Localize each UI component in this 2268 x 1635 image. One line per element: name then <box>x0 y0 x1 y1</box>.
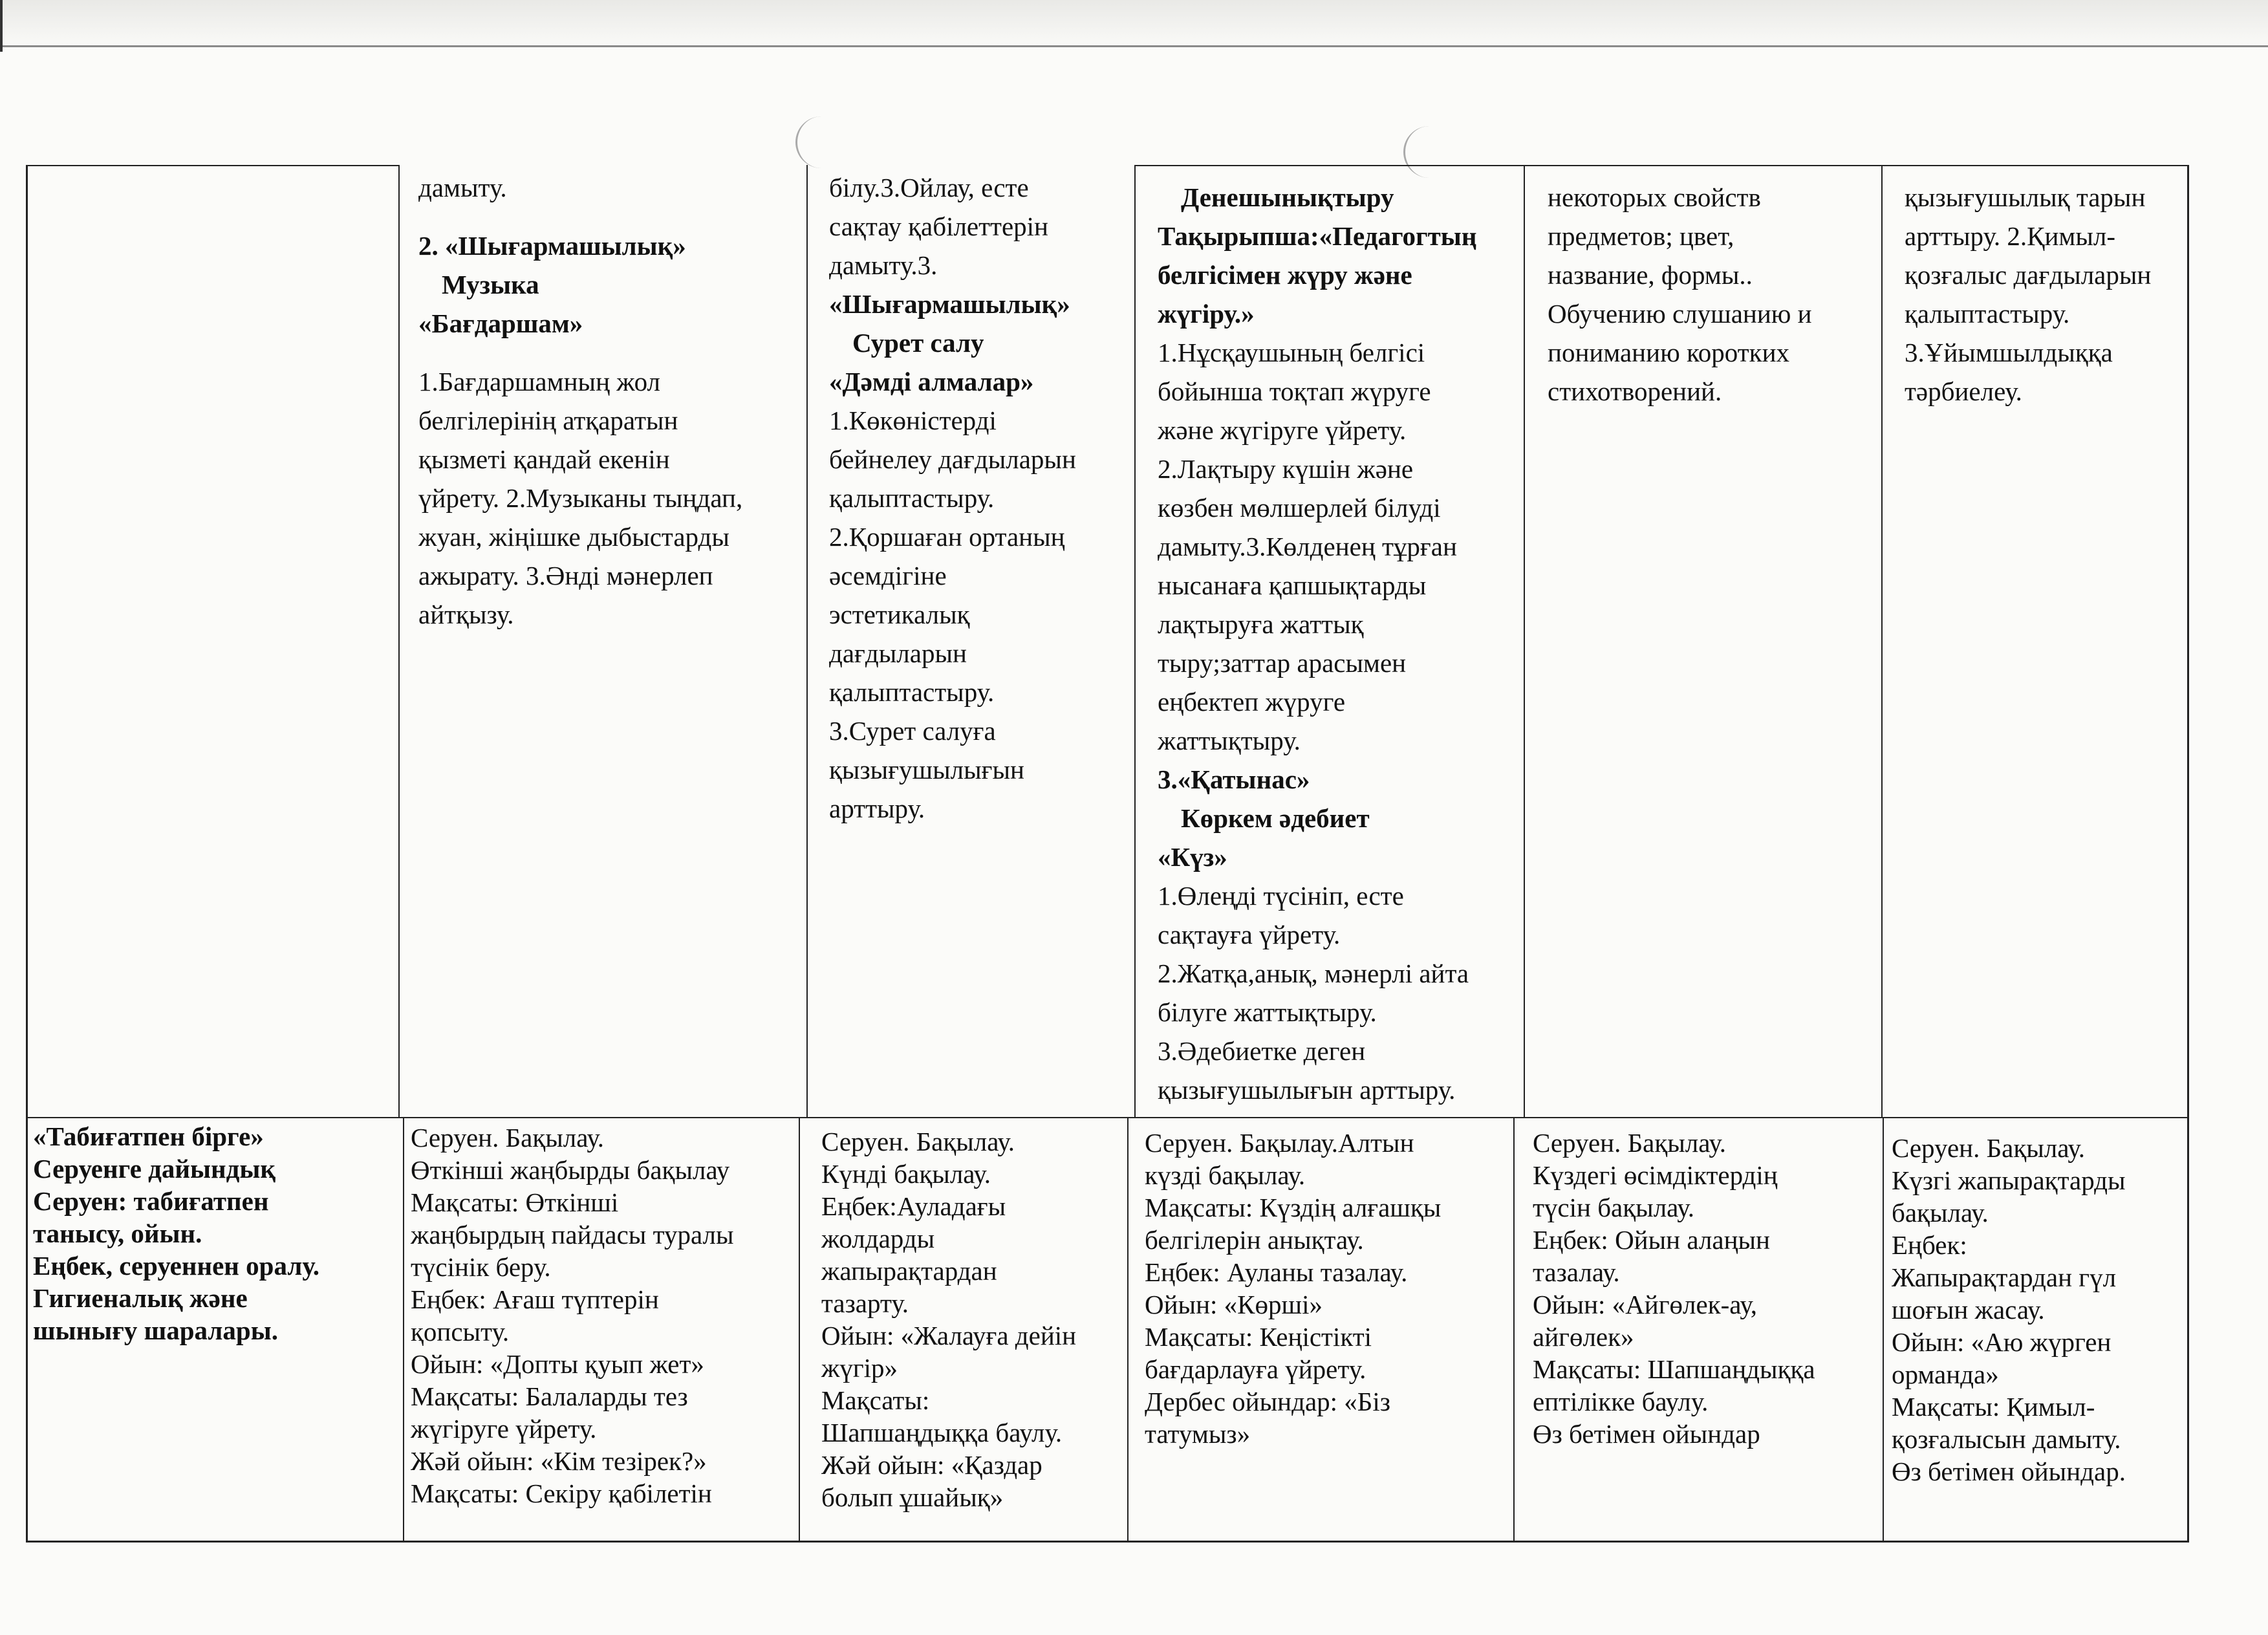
cell-line: тыру;заттар арасымен <box>1158 648 1407 678</box>
cell-line: Ойын: «Көрші» <box>1145 1290 1323 1319</box>
cell-line: жүгіру.» <box>1158 299 1255 329</box>
cell-line: «Бағдаршам» <box>418 309 583 338</box>
cell-line: қозғалысын дамыту. <box>1892 1424 2121 1454</box>
cell-line: дағдыларын <box>829 638 967 668</box>
cell-line: «Дәмді алмалар» <box>829 367 1034 396</box>
cell-line: 3.Әдебиетке деген <box>1158 1036 1366 1066</box>
cell-line: Еңбек: Ағаш түптерін <box>411 1284 659 1314</box>
cell-line: Серуен: табиғатпен <box>33 1186 269 1216</box>
cell-line: Еңбек, серуеннен оралу. <box>33 1251 319 1281</box>
cell-line: жаттықтыру. <box>1158 726 1301 755</box>
cell-line: 3.Сурет салуға <box>829 716 996 746</box>
cell-line: «Күз» <box>1158 842 1227 872</box>
cell-line: шынығу шаралары. <box>33 1316 278 1345</box>
row2-walk-wednesday-cell <box>1145 1127 1513 1450</box>
row2-walk-title-cell <box>33 1120 402 1347</box>
cell-line: Көркем әдебиет <box>1181 803 1370 833</box>
cell-line: Дербес ойындар: «Біз <box>1145 1387 1390 1416</box>
cell-line: Мақсаты: Секіру қабілетін <box>411 1478 712 1508</box>
cell-line: болып ұшайық» <box>821 1482 1004 1512</box>
cell-top-border <box>1134 165 1524 166</box>
cell-line: тазалау. <box>1533 1257 1620 1287</box>
row1-physical-literature-cell <box>1158 178 1526 1109</box>
cell-line: қалыптастыру. <box>1905 299 2070 329</box>
cell-line: Мақсаты: Қимыл- <box>1892 1392 2095 1422</box>
cell-line: Еңбек: <box>1892 1230 1967 1260</box>
cell-line: предметов; цвет, <box>1548 221 1734 251</box>
cell-line: Сурет салу <box>852 328 984 358</box>
cell-line: бақылау. <box>1892 1198 1989 1228</box>
column-divider <box>1127 1117 1129 1541</box>
cell-line: арттыру. 2.Қимыл- <box>1905 221 2116 251</box>
plan-table <box>26 165 2189 1543</box>
cell-line: Мақсаты: Кеңістікті <box>1145 1322 1372 1352</box>
cell-line <box>418 343 806 362</box>
cell-line: білуге жаттықтыру. <box>1158 997 1377 1027</box>
cell-line: қозғалыс дағдыларын <box>1905 260 2152 290</box>
cell-line: Күзгі жапырақтарды <box>1892 1165 2126 1195</box>
cell-line: Мақсаты: Өткінші <box>411 1187 619 1217</box>
cell-line: ептілікке баулу. <box>1533 1387 1709 1416</box>
cell-line: орманда» <box>1892 1359 1999 1389</box>
cell-line: шоғын жасау. <box>1892 1295 2045 1325</box>
cell-line: Күнді бақылау. <box>821 1159 991 1189</box>
cell-line: жуан, жіңішке дыбыстарды <box>418 522 729 552</box>
cell-line: сақтау қабілеттерін <box>829 211 1048 241</box>
cell-line: дамыту.3.Көлденең тұрған <box>1158 532 1457 561</box>
column-divider <box>403 1117 404 1541</box>
row1-russian-cell <box>1548 178 1881 411</box>
column-divider <box>1881 165 1883 1117</box>
cell-line: тазарту. <box>821 1288 909 1318</box>
cell-line: Күздегі өсімдіктердің <box>1533 1160 1778 1190</box>
row2-walk-friday-cell <box>1892 1132 2189 1488</box>
cell-line <box>418 207 806 226</box>
cell-line: Обучению слушанию и <box>1548 299 1812 329</box>
cell-line: үйрету. 2.Музыканы тыңдап, <box>418 483 743 513</box>
scan-left-mark <box>0 0 3 52</box>
cell-line: Өткінші жаңбырды бақылау <box>411 1155 730 1185</box>
cell-line: әсемдігіне <box>829 561 947 590</box>
cell-line: қопсыту. <box>411 1317 510 1347</box>
cell-line: Ойын: «Допты қуып жет» <box>411 1349 704 1379</box>
cell-line: Еңбек: Ойын алаңын <box>1533 1225 1770 1255</box>
cell-line: Еңбек:Ауладағы <box>821 1191 1006 1221</box>
cell-line: Жапырақтардан гүл <box>1892 1262 2117 1292</box>
cell-line: қалыптастыру. <box>829 483 995 513</box>
cell-line: жолдарды <box>821 1224 935 1253</box>
cell-line: Мақсаты: Шапшаңдыққа <box>1533 1354 1815 1384</box>
cell-line: Гигиеналық және <box>33 1283 248 1313</box>
cell-line: еңбектеп жүруге <box>1158 687 1346 717</box>
cell-top-border <box>1881 165 2189 166</box>
cell-line: жүгір» <box>821 1353 898 1383</box>
cell-line: Денешынықтыру <box>1181 182 1394 212</box>
row1-col1-cell <box>28 165 398 1117</box>
cell-line: Өз бетімен ойындар. <box>1892 1456 2126 1486</box>
cell-line: Серуен. Бақылау. <box>1892 1133 2086 1163</box>
cell-line: қызығушылық тарын <box>1905 182 2146 212</box>
cell-line: Ойын: «Жалауға дейін <box>821 1321 1077 1350</box>
cell-line: қызығушылығын <box>829 755 1024 785</box>
cell-line: 1.Нұсқаушының белгісі <box>1158 338 1425 367</box>
column-divider <box>1134 165 1136 1117</box>
row1-music-cell <box>418 168 806 634</box>
row2-walk-thursday-cell <box>1533 1127 1882 1450</box>
row2-walk-monday-cell <box>411 1121 799 1510</box>
cell-line: Тақырыпша:«Педагогтың <box>1158 221 1477 251</box>
column-divider <box>398 165 400 1117</box>
cell-line: дамыту. <box>418 173 507 202</box>
cell-line: Музыка <box>442 270 539 299</box>
cell-line: жапырақтардан <box>821 1256 997 1286</box>
cell-line: пониманию коротких <box>1548 338 1790 367</box>
cell-line: қызығушылығын арттыру. <box>1158 1075 1456 1105</box>
cell-line: білу.3.Ойлау, есте <box>829 173 1029 202</box>
row1-col6-cell <box>1905 178 2189 411</box>
cell-line: Жәй ойын: «Кім тезірек?» <box>411 1446 707 1476</box>
cell-line: 1.Көкөністерді <box>829 406 997 435</box>
cell-line: түсінік беру. <box>411 1252 551 1282</box>
cell-line: айтқызу. <box>418 600 514 629</box>
cell-line: белгісімен жүру және <box>1158 260 1412 290</box>
cell-line: бейнелеу дағдыларын <box>829 444 1076 474</box>
cell-line: күзді бақылау. <box>1145 1160 1306 1190</box>
cell-line: 2.Қоршаған ортаның <box>829 522 1065 552</box>
cell-line: Мақсаты: <box>821 1385 930 1415</box>
cell-line: арттыру. <box>829 794 925 823</box>
cell-line: 2.Лақтыру күшін және <box>1158 454 1414 484</box>
cell-line: 3.Ұйымшылдыққа <box>1905 338 2113 367</box>
cell-line: тәрбиелеу. <box>1905 376 2022 406</box>
cell-line: 1.Өлеңді түсініп, есте <box>1158 881 1404 911</box>
cell-line: ажырату. 3.Әнді мәнерлеп <box>418 561 713 590</box>
cell-line: жаңбырдың пайдасы туралы <box>411 1220 734 1250</box>
cell-line: Шапшаңдыққа баулу. <box>821 1418 1063 1447</box>
cell-line: 2. «Шығармашылық» <box>418 231 686 261</box>
cell-line: танысу, ойын. <box>33 1218 202 1248</box>
cell-line: лақтыруға жаттық <box>1158 609 1364 639</box>
cell-line: Ойын: «Айгөлек-ау, <box>1533 1290 1758 1319</box>
cell-line: жүгіруге үйрету. <box>411 1414 597 1444</box>
cell-line: Серуен. Бақылау. <box>1533 1128 1727 1158</box>
cell-line: қалыптастыру. <box>829 677 995 707</box>
cell-line: Еңбек: Ауланы тазалау. <box>1145 1257 1408 1287</box>
scan-top-edge <box>0 0 2268 50</box>
cell-line: Жәй ойын: «Қаздар <box>821 1450 1042 1480</box>
cell-line: айгөлек» <box>1533 1322 1634 1352</box>
cell-line: Серуен. Бақылау.Алтын <box>1145 1128 1414 1158</box>
cell-line: Серуен. Бақылау. <box>411 1123 605 1153</box>
row-divider <box>28 1117 2189 1118</box>
cell-top-border <box>1524 165 1881 166</box>
punch-hole-mark <box>795 116 823 168</box>
cell-line: дамыту.3. <box>829 250 938 280</box>
cell-line: Серуенге дайындық <box>33 1154 276 1184</box>
cell-line: эстетикалық <box>829 600 970 629</box>
cell-line: 3.«Қатынас» <box>1158 764 1310 794</box>
cell-line: название, формы.. <box>1548 260 1753 290</box>
cell-line: Ойын: «Аю жүрген <box>1892 1327 2111 1357</box>
cell-line: бағдарлауға үйрету. <box>1145 1354 1366 1384</box>
cell-line: «Шығармашылық» <box>829 289 1070 319</box>
row2-walk-tuesday-cell <box>821 1125 1125 1513</box>
scan-border-line <box>0 45 2268 47</box>
column-divider <box>1513 1117 1515 1541</box>
cell-line: сақтауға үйрету. <box>1158 920 1341 949</box>
cell-line: 2.Жатқа,анық, мәнерлі айта <box>1158 958 1469 988</box>
cell-line: және жүгіруге үйрету. <box>1158 415 1407 445</box>
cell-line: белгілерінің атқаратын <box>418 406 678 435</box>
cell-line: бойынша тоқтап жүруге <box>1158 376 1431 406</box>
cell-line: нысанаға қапшықтарды <box>1158 570 1427 600</box>
cell-line: Серуен. Бақылау. <box>821 1127 1015 1156</box>
cell-line: некоторых свойств <box>1548 182 1761 212</box>
cell-line: түсін бақылау. <box>1533 1193 1694 1222</box>
cell-line: стихотворений. <box>1548 376 1722 406</box>
cell-line: Өз бетімен ойындар <box>1533 1419 1760 1449</box>
cell-line: Мақсаты: Күздің алғашқы <box>1145 1193 1442 1222</box>
cell-line: көзбен мөлшерлей білуді <box>1158 493 1441 523</box>
cell-line: белгілерін анықтау. <box>1145 1225 1364 1255</box>
cell-line: «Табиғатпен бірге» <box>33 1121 264 1151</box>
cell-line: Мақсаты: Балаларды тез <box>411 1381 688 1411</box>
cell-line: татумыз» <box>1145 1419 1251 1449</box>
column-divider <box>799 1117 800 1541</box>
column-divider <box>806 165 808 1117</box>
column-divider <box>1883 1117 1884 1541</box>
row1-drawing-cell <box>829 168 1133 828</box>
cell-line: 1.Бағдаршамның жол <box>418 367 660 396</box>
cell-line: қызметі қандай екенін <box>418 444 670 474</box>
